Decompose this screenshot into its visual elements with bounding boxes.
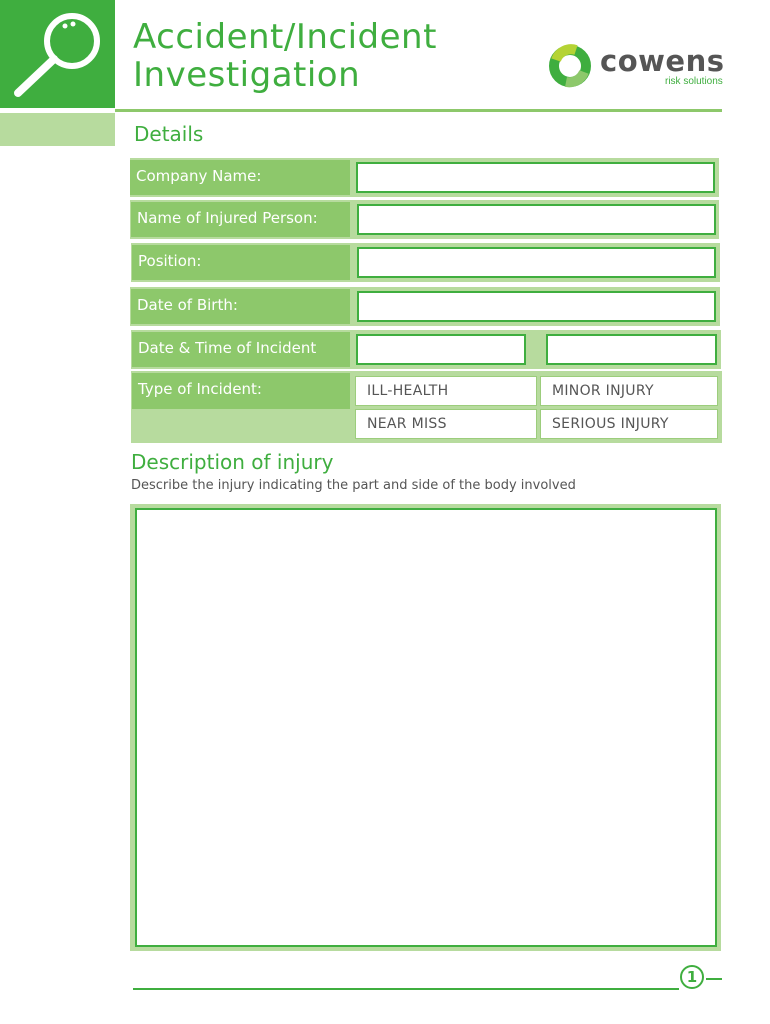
company-label: Company Name: xyxy=(130,160,350,195)
option-ill-health[interactable]: ILL-HEALTH xyxy=(355,376,537,406)
title-line1: Accident/Incident xyxy=(133,17,437,57)
injured-label: Name of Injured Person: xyxy=(131,202,350,237)
details-heading: Details xyxy=(134,122,204,146)
option-serious-injury[interactable]: SERIOUS INJURY xyxy=(540,409,718,439)
header-icon-block xyxy=(0,0,115,108)
page-title xyxy=(133,18,437,94)
footer-divider-tail xyxy=(706,978,722,980)
option-minor-injury[interactable]: MINOR INJURY xyxy=(540,376,718,406)
description-instructions: Describe the injury indicating the part and side of the body involved xyxy=(131,478,576,493)
incident-type-label: Type of Incident: xyxy=(132,373,350,409)
logo-tagline: risk solutions xyxy=(665,76,723,87)
injured-person-field[interactable] xyxy=(357,204,716,235)
incident-time-field[interactable] xyxy=(546,334,717,365)
datetime-label: Date & Time of Incident xyxy=(132,332,350,367)
position-field[interactable] xyxy=(357,247,716,278)
footer-divider xyxy=(133,988,679,990)
position-label: Position: xyxy=(132,245,350,280)
incident-date-field[interactable] xyxy=(356,334,526,365)
description-heading: Description of injury xyxy=(131,450,334,474)
header-accent-strip xyxy=(0,113,115,146)
title-divider xyxy=(115,109,722,112)
company-name-field[interactable] xyxy=(356,162,715,193)
title-line2: Investigation xyxy=(133,55,361,95)
logo-wordmark: cowens xyxy=(600,44,725,78)
injury-description-textarea[interactable] xyxy=(135,508,717,947)
date-of-birth-field[interactable] xyxy=(357,291,716,322)
dob-label: Date of Birth: xyxy=(131,289,350,324)
magnifier-icon xyxy=(10,8,105,100)
ring-logo xyxy=(546,44,594,88)
page-number: 1 xyxy=(680,965,704,989)
option-near-miss[interactable]: NEAR MISS xyxy=(355,409,537,439)
